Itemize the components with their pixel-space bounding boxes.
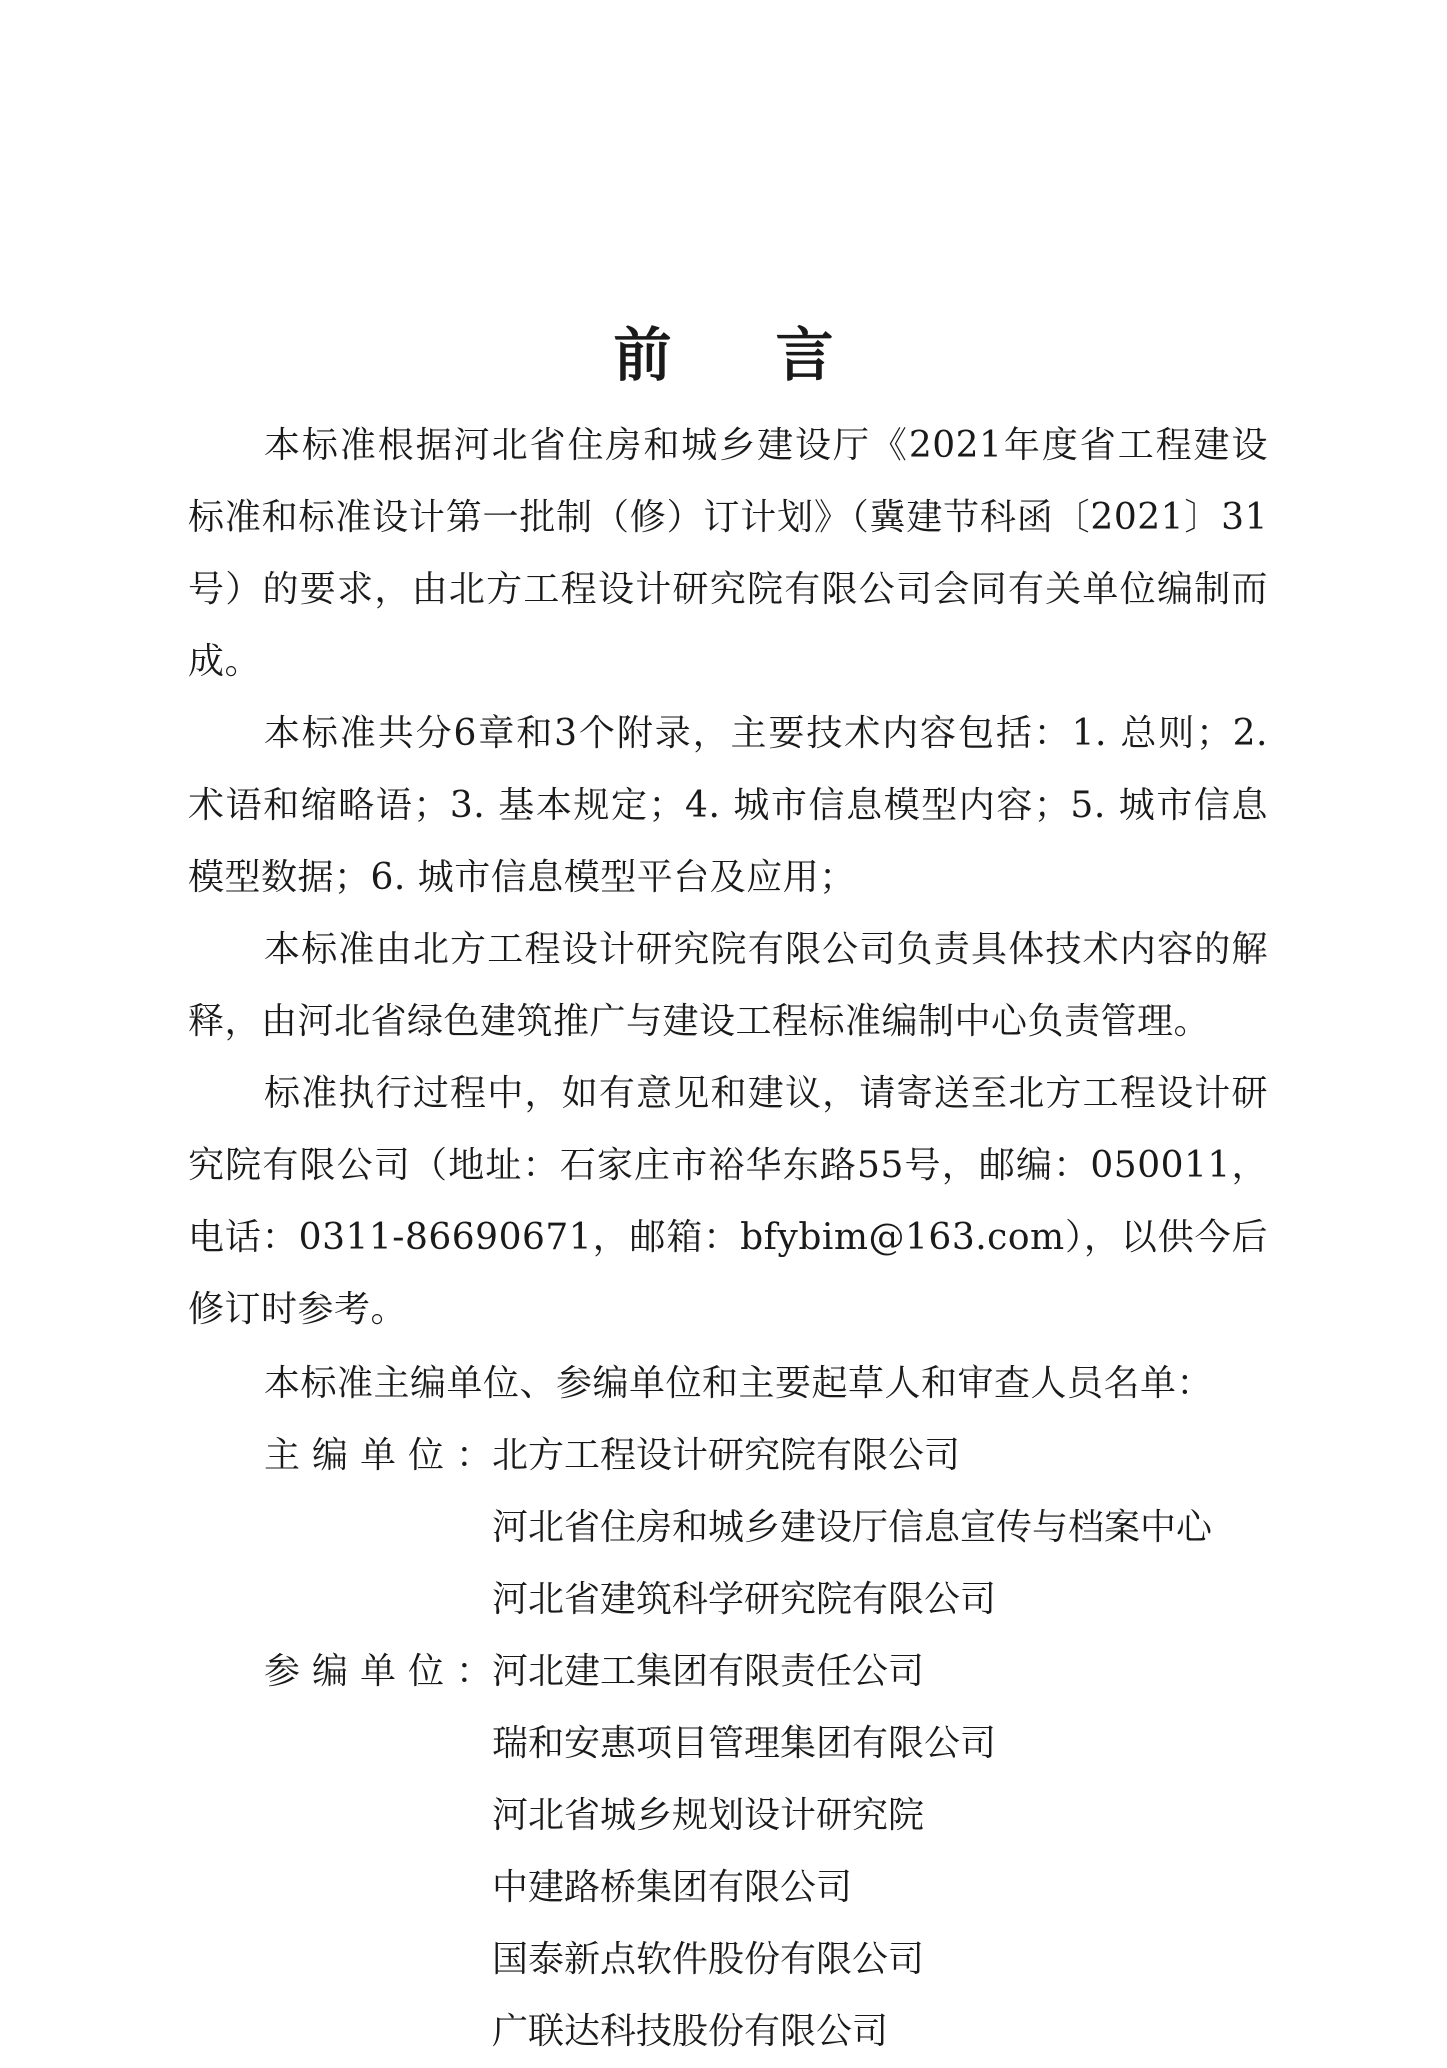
- chief-units-list: [492, 1420, 1212, 1636]
- chief-units-group: [188, 1420, 1268, 1636]
- preface-body: [188, 410, 1268, 2068]
- participating-unit-item: 广联达科技股份有限公司: [492, 2011, 889, 2052]
- chief-unit-item: 河北省建筑科学研究院有限公司: [492, 1579, 997, 1620]
- participating-units-list: [492, 1636, 996, 2068]
- participating-units-label: 参编单位：: [264, 1651, 505, 1692]
- participating-unit-item: 河北省城乡规划设计研究院: [492, 1795, 925, 1836]
- paragraph-basis: 本标准根据河北省住房和城乡建设厅《2021年度省工程建设标准和标准设计第一批制（修）订计划》（冀建节科函〔2021〕31号）的要求，由北方工程设计研究院有限公司会同有关单位编制而成。: [188, 425, 1268, 682]
- participating-unit-item: 国泰新点软件股份有限公司: [492, 1939, 925, 1980]
- units-intro: 本标准主编单位、参编单位和主要起草人和审查人员名单：: [264, 1363, 1214, 1404]
- paragraph-contents: 本标准共分6章和3个附录，主要技术内容包括：1. 总则；2. 术语和缩略语；3. 基本规定；4. 城市信息模型内容；5. 城市信息模型数据；6. 城市信息模型平台及应用；: [188, 713, 1268, 898]
- paragraph-feedback: 标准执行过程中，如有意见和建议，请寄送至北方工程设计研究院有限公司（地址：石家庄市裕华东路55号，邮编：050011，电话：0311-86690671，邮箱：bfybim@163.com），以供今后修订时参考。: [188, 1073, 1268, 1330]
- chief-units-label: 主编单位：: [264, 1435, 505, 1476]
- chief-unit-item: 北方工程设计研究院有限公司: [492, 1435, 961, 1476]
- participating-units-group: [188, 1636, 1268, 2068]
- participating-unit-item: 瑞和安惠项目管理集团有限公司: [492, 1723, 997, 1764]
- page-title: 前言: [613, 320, 938, 389]
- paragraph-management: 本标准由北方工程设计研究院有限公司负责具体技术内容的解释，由河北省绿色建筑推广与建设工程标准编制中心负责管理。: [188, 929, 1268, 1042]
- participating-unit-item: 河北建工集团有限责任公司: [492, 1651, 925, 1692]
- participating-unit-item: 中建路桥集团有限公司: [492, 1867, 853, 1908]
- chief-unit-item: 河北省住房和城乡建设厅信息宣传与档案中心: [492, 1507, 1213, 1548]
